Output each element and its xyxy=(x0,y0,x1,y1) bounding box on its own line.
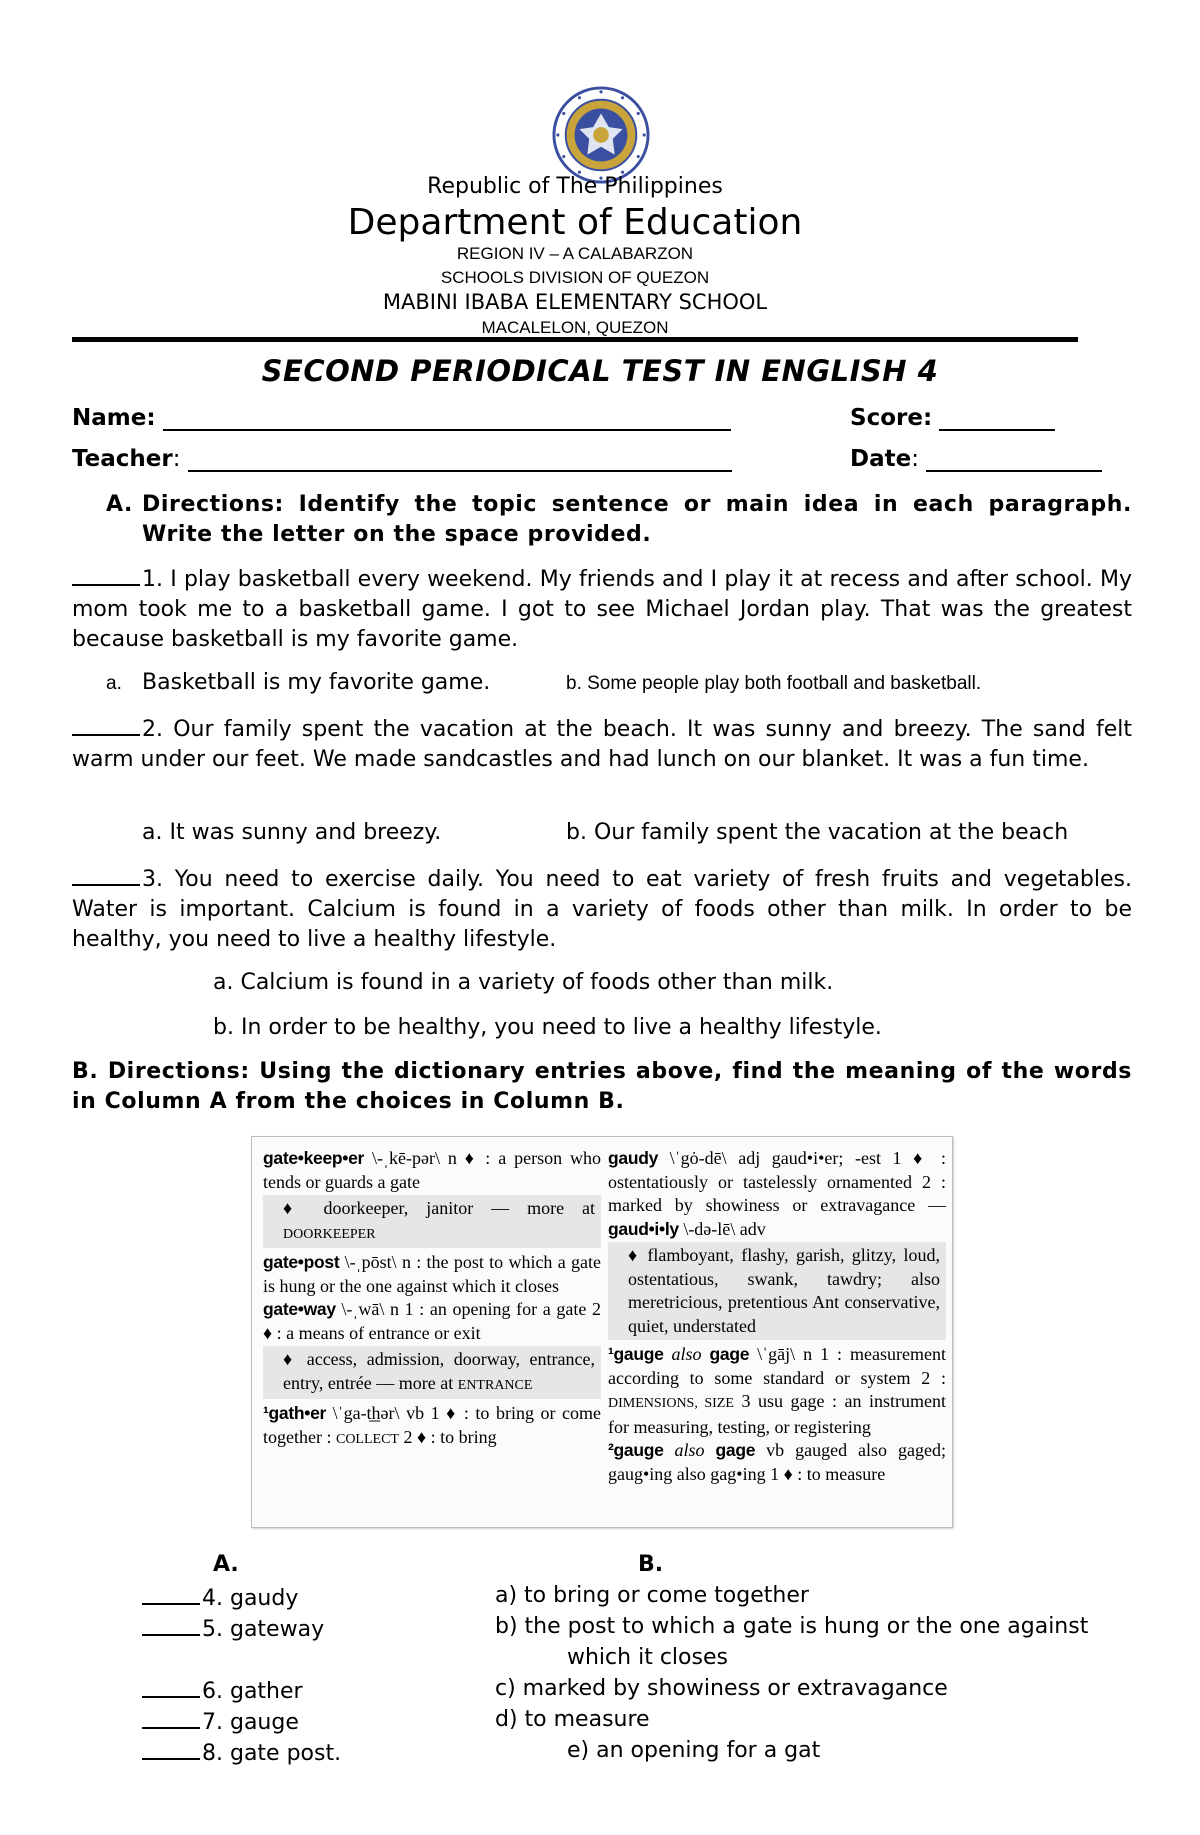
entry-gather xyxy=(263,1402,601,1451)
item-3-blank[interactable] xyxy=(72,864,140,886)
match-6-blank[interactable] xyxy=(142,1676,200,1698)
hw-gateway: gate•way xyxy=(263,1299,336,1319)
match-4-word: 4. gaudy xyxy=(202,1586,299,1611)
item-1-blank[interactable] xyxy=(72,564,140,586)
def-gather: \ˈga-t͟hər\ vb 1 ♦ : to bring or come together : xyxy=(263,1403,601,1447)
date-blank[interactable] xyxy=(926,446,1102,472)
match-item-8 xyxy=(142,1738,341,1766)
deped-seal-icon xyxy=(552,86,650,184)
part-a-directions-text: Directions: Identify the topic sentence or main idea in each paragraph. Write the letter on the space provided. xyxy=(142,492,1132,547)
hw-gaudily: gaud•i•ly xyxy=(608,1218,679,1239)
name-field xyxy=(72,405,731,431)
item-3-number: 3. xyxy=(142,867,163,892)
item-2-paragraph xyxy=(72,714,1132,775)
item-2-option-a: a. It was sunny and breezy. xyxy=(142,820,442,845)
def-gatepost: \-ˌpōst\ n : the post to which a gate is hung or the one against which it closes xyxy=(263,1252,601,1296)
ref-doorkeeper: DOORKEEPER xyxy=(283,1226,376,1242)
match-5-word: 5. gateway xyxy=(202,1617,325,1642)
match-item-5 xyxy=(142,1614,324,1642)
region-line: REGION IV – A CALABARZON xyxy=(456,244,694,263)
entry-gatekeeper xyxy=(263,1147,601,1194)
department-line: Department of Education xyxy=(347,202,803,243)
header-rule xyxy=(72,337,1078,342)
entry-gauge-1 xyxy=(608,1343,946,1439)
hw-gaudy: gaudy xyxy=(608,1148,659,1168)
item-3-option-b: b. In order to be healthy, you need to live a healthy lifestyle. xyxy=(213,1015,882,1040)
match-7-blank[interactable] xyxy=(142,1707,200,1729)
hw-gatepost: gate•post xyxy=(263,1252,340,1272)
date-colon: : xyxy=(911,446,919,472)
part-a-marker: A. xyxy=(106,492,133,517)
syn-gaudy: ♦ flamboyant, flashy, garish, glitzy, loud, ostentatious, swank, tawdry; also meretricious, pretentious Ant conservative, quiet, understated xyxy=(628,1245,940,1336)
match-item-7 xyxy=(142,1707,299,1735)
ref-dimensions-size: DIMENSIONS, SIZE xyxy=(608,1396,734,1411)
part-b-directions: B. Directions: Using the dictionary entries above, find the meaning of the words in Column A from the choices in Column B. xyxy=(72,1059,1132,1114)
score-blank[interactable] xyxy=(939,405,1055,431)
syn-gatekeeper: ♦ doorkeeper, janitor — more at xyxy=(283,1198,595,1218)
match-6-word: 6. gather xyxy=(202,1679,303,1704)
syn-gatekeeper-box xyxy=(263,1195,601,1248)
dictionary-right-column xyxy=(608,1147,946,1486)
republic-line: Republic of The Philippines xyxy=(427,174,723,199)
page-title: SECOND PERIODICAL TEST IN ENGLISH 4 xyxy=(261,354,939,388)
school-line: MABINI IBABA ELEMENTARY SCHOOL xyxy=(382,290,768,314)
syn-gateway-box xyxy=(263,1346,601,1399)
score-field xyxy=(850,405,1055,431)
match-7-word: 7. gauge xyxy=(202,1710,299,1735)
def-gauge-2: vb gauged also gaged; gaug•ing also gag•ing 1 ♦ : to measure xyxy=(608,1440,946,1484)
hw-gauge-2: ²gauge xyxy=(608,1440,664,1460)
column-b-head: B. xyxy=(638,1552,664,1577)
item-3-option-a: a. Calcium is found in a variety of foods other than milk. xyxy=(213,970,834,995)
hw-gage-2: gage xyxy=(715,1440,756,1460)
syn-gateway: ♦ access, admission, doorway, entrance, entry, entrée — more at xyxy=(283,1349,595,1393)
item-3-text: You need to exercise daily. You need to eat variety of fresh fruits and vegetables. Water is important. Calcium is found in a variety of foods other than milk. In order to be healthy, you need to live a healthy lifestyle. xyxy=(72,867,1132,952)
item-1-number: 1. xyxy=(142,567,163,592)
item-1-option-a-marker: a. xyxy=(106,673,122,694)
syn-gaudy-box xyxy=(608,1242,946,1340)
teacher-field xyxy=(72,446,732,472)
also-gauge-1: also xyxy=(663,1344,710,1364)
item-2-blank[interactable] xyxy=(72,714,140,736)
match-item-6 xyxy=(142,1676,303,1704)
municipality-line: MACALELON, QUEZON xyxy=(481,318,669,337)
choice-b-continued: which it closes xyxy=(567,1645,728,1670)
def-gauge-1: \ˈgāj\ n 1 : measurement according to some standard or system 2 : xyxy=(608,1344,946,1388)
def-gaudily: \-də-lē\ adv xyxy=(678,1218,766,1239)
entry-gauge-2 xyxy=(608,1439,946,1486)
item-1-text: I play basketball every weekend. My friends and I play it at recess and after school. My mom took me to a basketball game. I got to see Michael Jordan play. That was the greatest because basketball is my favorite game. xyxy=(72,567,1132,652)
match-4-blank[interactable] xyxy=(142,1583,200,1605)
def-gather-2: 2 ♦ : to bring xyxy=(398,1426,497,1447)
entry-gatepost xyxy=(263,1251,601,1298)
item-2-number: 2. xyxy=(142,717,163,742)
choice-d: d) to measure xyxy=(495,1707,650,1732)
score-label: Score: xyxy=(850,405,933,431)
match-8-blank[interactable] xyxy=(142,1738,200,1760)
teacher-colon: : xyxy=(172,446,181,472)
item-3-paragraph xyxy=(72,864,1132,955)
hw-gatekeeper: gate•keep•er xyxy=(263,1148,365,1168)
def-gatekeeper: \-ˌkē-pər\ n ♦ : a person who tends or guards a gate xyxy=(263,1148,601,1192)
ref-collect: COLLECT xyxy=(335,1431,399,1447)
item-2-text: Our family spent the vacation at the beach. It was sunny and breezy. The sand felt warm under our feet. We made sandcastles and had lunch on our blanket. It was a fun time. xyxy=(72,717,1132,772)
name-blank[interactable] xyxy=(163,405,731,431)
entry-gaudy xyxy=(608,1147,946,1241)
def-gaudy: \ˈgȯ-dē\ adj gaud•i•er; -est 1 ♦ : ostentatiously or tastelessly ornamented 2 : marked by showiness or extravagance — xyxy=(608,1148,946,1215)
item-2-option-b: b. Our family spent the vacation at the beach xyxy=(566,820,1069,845)
choice-e: e) an opening for a gat xyxy=(567,1738,821,1763)
column-a-head: A. xyxy=(213,1552,239,1577)
teacher-blank[interactable] xyxy=(188,446,732,472)
choice-b: b) the post to which a gate is hung or the one against xyxy=(495,1614,1089,1639)
date-label: Date xyxy=(850,446,912,472)
division-line: SCHOOLS DIVISION OF QUEZON xyxy=(440,268,710,287)
match-5-blank[interactable] xyxy=(142,1614,200,1636)
match-item-4 xyxy=(142,1583,298,1611)
def-gauge-1b: 3 usu gage : an instrument for measuring, testing, or registering xyxy=(608,1391,947,1437)
teacher-label: Teacher xyxy=(72,446,173,472)
hw-gather: ¹gath•er xyxy=(263,1403,327,1423)
ref-entrance: ENTRANCE xyxy=(457,1377,533,1393)
match-8-word: 8. gate post. xyxy=(202,1741,342,1766)
item-1-paragraph xyxy=(72,564,1132,655)
hw-gauge-1: ¹gauge xyxy=(608,1344,664,1364)
choice-a: a) to bring or come together xyxy=(495,1583,809,1608)
name-label: Name: xyxy=(72,405,156,431)
hw-gage-1: gage xyxy=(709,1344,750,1364)
dictionary-left-column xyxy=(263,1147,601,1451)
item-1-option-b: b. Some people play both football and basketball. xyxy=(566,673,982,694)
also-gauge-2: also xyxy=(663,1440,716,1460)
def-gateway: \-ˌwā\ n 1 : an opening for a gate 2 ♦ : a means of entrance or exit xyxy=(263,1299,601,1343)
part-a-directions xyxy=(106,490,1132,550)
date-field xyxy=(850,446,1102,472)
item-1-option-a: Basketball is my favorite game. xyxy=(142,670,491,695)
dictionary-entries-image xyxy=(251,1136,953,1528)
choice-c: c) marked by showiness or extravagance xyxy=(495,1676,948,1701)
entry-gateway xyxy=(263,1298,601,1345)
